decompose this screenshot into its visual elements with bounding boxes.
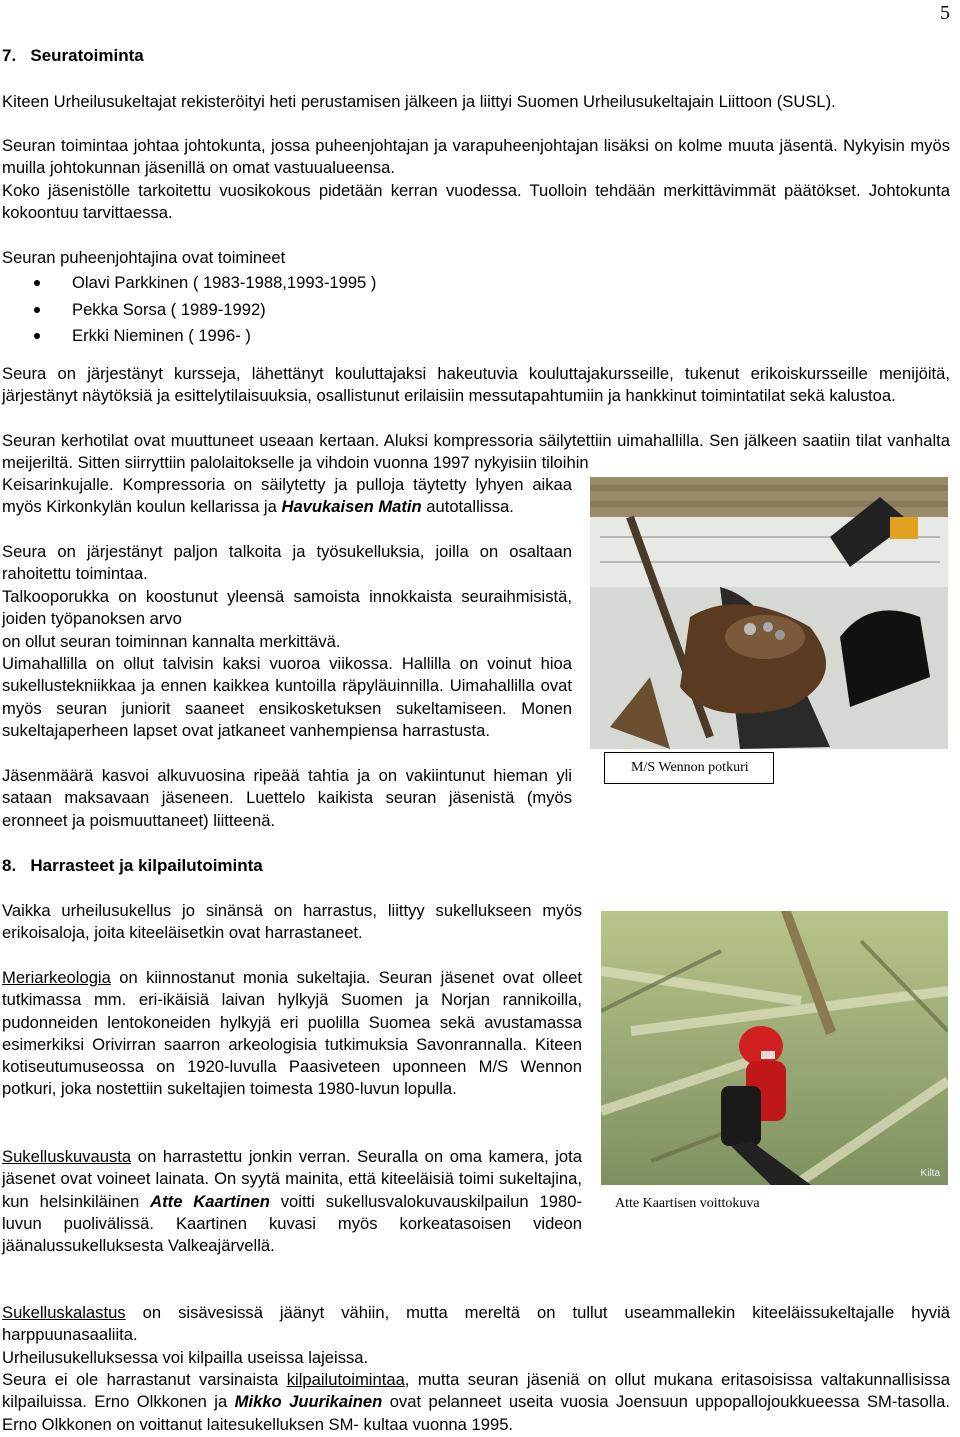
paragraph: Uimahallilla on ollut talvisin kaksi vuoroa viikossa. Hallilla on voinut hioa sukellustekniikkaa ja ennen kaikkea kuntoilla räpyläuinnilla. Uimahallilla ovat myös seuran juniorit saaneet ensikosketuksen sukeltamiseen. Monen sukeltajaperheen lapset ovat jatkaneet vanhempiensa harrastusta. [2, 654, 572, 740]
paragraph: Seura on järjestänyt paljon talkoita ja työsukelluksia, joilla on osaltaan rahoitettu toimintaa. [2, 542, 572, 584]
section-heading-8 [2, 856, 263, 876]
diver-photo [601, 911, 948, 1185]
paragraph: Vaikka urheilusukellus jo sinänsä on harrastus, liittyy sukellukseen myös erikoisaloja, joita kiteeläisetkin ovat harrastaneet. [2, 901, 582, 943]
page-number: 5 [940, 2, 950, 24]
photo-caption-box [604, 752, 774, 784]
paragraph: Keisarinkujalle. Kompressoria on säilytetty ja pulloja täytetty lyhyen aikaa myös Kirkonkylän koulun kellarissa ja Havukaisen Matin autotallissa. [2, 475, 572, 517]
section-title: Seuratoiminta [30, 46, 144, 65]
paragraph: Jäsenmäärä kasvoi alkuvuosina ripeää tahtia ja on vakiintunut hieman yli sataan maksavaan jäseneen. Luettelo kaikista seuran jäsenistä (myös eronneet ja poismuuttaneet) liitteenä. [2, 766, 572, 830]
photo-caption-box [601, 1190, 801, 1218]
propeller-photo [590, 477, 948, 749]
paragraph: Seuran toimintaa johtaa johtokunta, jossa puheenjohtajan ja varapuheenjohtajan lisäksi on kolme muuta jäsentä. Nykyisin myös muilla johtokunnan jäsenillä on omat vastuualueensa. [2, 136, 950, 178]
paragraph: Meriarkeologia on kiinnostanut monia sukeltajia. Seuran jäsenet ovat olleet tutkimassa mm. eri-ikäisiä laivan hylkyjä Suomen ja Norjan rannikoilla, pudonneiden lentokoneiden hylkyjä eri puolilla Suomea sekä avustamassa esimerkiksi Orivirran saarron arkeologisia tutkimuksia Savonrannalla. Kiteen kotiseutumuseossa on 1920-luvulla Paasiveteen uponneen M/S Wennon potkuri, joka nostettiin sukeltajien toimesta 1980-luvun lopulla. [2, 968, 582, 1099]
paragraph: Urheilusukelluksessa voi kilpailla useissa lajeissa. [2, 1348, 369, 1367]
paragraph: Koko jäsenistölle tarkoitettu vuosikokous pidetään kerran vuodessa. Tuolloin tehdään merkittävimmät päätökset. Johtokunta kokoontuu tarvittaessa. [2, 181, 950, 223]
paragraph: Sukelluskalastus on sisävesissä jäänyt vähiin, mutta mereltä on tullut useammallekin kiteeläissukeltajalle hyviä harppuunasaaliita. [2, 1303, 950, 1345]
section-heading-7 [2, 46, 144, 66]
list-item: Erkki Nieminen ( 1996- ) [34, 323, 376, 350]
photo-caption: Atte Kaartisen voittokuva [615, 1196, 760, 1211]
chairs-list [34, 270, 376, 350]
topic-link: kilpailutoimintaa [286, 1370, 405, 1389]
diver-photo-image [601, 911, 948, 1185]
person-name: Atte Kaartinen [150, 1191, 270, 1211]
topic-link: Sukelluskalastus [2, 1303, 126, 1322]
paragraph: Kiteen Urheilusukeltajat rekisteröityi heti perustamisen jälkeen ja liittyi Suomen Urheilusukeltajain Liittoon (SUSL). [2, 92, 836, 111]
chairs-intro: Seuran puheenjohtajina ovat toimineet [2, 248, 286, 267]
paragraph: Seuran kerhotilat ovat muuttuneet useaan kertaan. Aluksi kompressoria säilytettiin uimahallilla. Sen jälkeen saatiin tilat vanhalta meijeriltä. Sitten siirryttiin palolaitokselle ja vihdoin vuonna 1997 nykyisiin tiloihin [2, 431, 950, 473]
list-item: Olavi Parkkinen ( 1983-1988,1993-1995 ) [34, 270, 376, 297]
person-name: Mikko Juurikainen [234, 1392, 383, 1412]
topic-link: Meriarkeologia [2, 968, 111, 987]
photo-watermark: Kilta [920, 1168, 940, 1179]
paragraph: Seura ei ole harrastanut varsinaista kilpailutoimintaa, mutta seuran jäseniä on ollut mukana eritasoisissa valtakunnallisissa kilpailuissa. Erno Olkkonen ja Mikko Juurikainen ovat pelanneet useita vuosia Joensuun uppopallojoukkueessa SM-tasolla. Erno Olkkonen on voittanut laitesukelluksen SM- kultaa vuonna 1995. [2, 1370, 950, 1434]
person-name: Havukaisen Matin [281, 497, 422, 517]
paragraph: Talkooporukka on koostunut yleensä samoista innokkaista seuraihmisistä, joiden työpanoksen arvo [2, 587, 572, 629]
section-number: 8. [2, 856, 17, 875]
topic-link: Sukelluskuvausta [2, 1147, 132, 1166]
section-title: Harrasteet ja kilpailutoiminta [30, 856, 263, 875]
propeller-photo-image [590, 477, 948, 749]
paragraph: on ollut seuran toiminnan kannalta merkittävä. [2, 632, 341, 651]
section-number: 7. [2, 46, 17, 65]
paragraph: Sukelluskuvausta on harrastettu jonkin verran. Seuralla on oma kamera, jota jäsenet ovat voineet lainata. On syytä mainita, että kiteeläisiä toimi sukeltajina, kun helsinkiläinen Atte Kaartinen voitti sukellusvalokuvauskilpailun 1980-luvun puolivälissä. Kaartinen kuvasi myös korkeatasoisen videon jäänalussukelluksesta Valkeajärvellä. [2, 1147, 582, 1256]
list-item: Pekka Sorsa ( 1989-1992) [34, 297, 376, 324]
photo-caption: M/S Wennon potkuri [631, 760, 749, 775]
paragraph: Seura on järjestänyt kursseja, lähettänyt kouluttajaksi hakeutuvia kouluttajakursseille, tukenut erikoiskursseille menijöitä, järjestänyt näytöksiä ja esittelytilaisuuksia, osallistunut erilaisiin messutapahtumiin ja hankkinut toimintatilat sekä kalustoa. [2, 364, 950, 406]
